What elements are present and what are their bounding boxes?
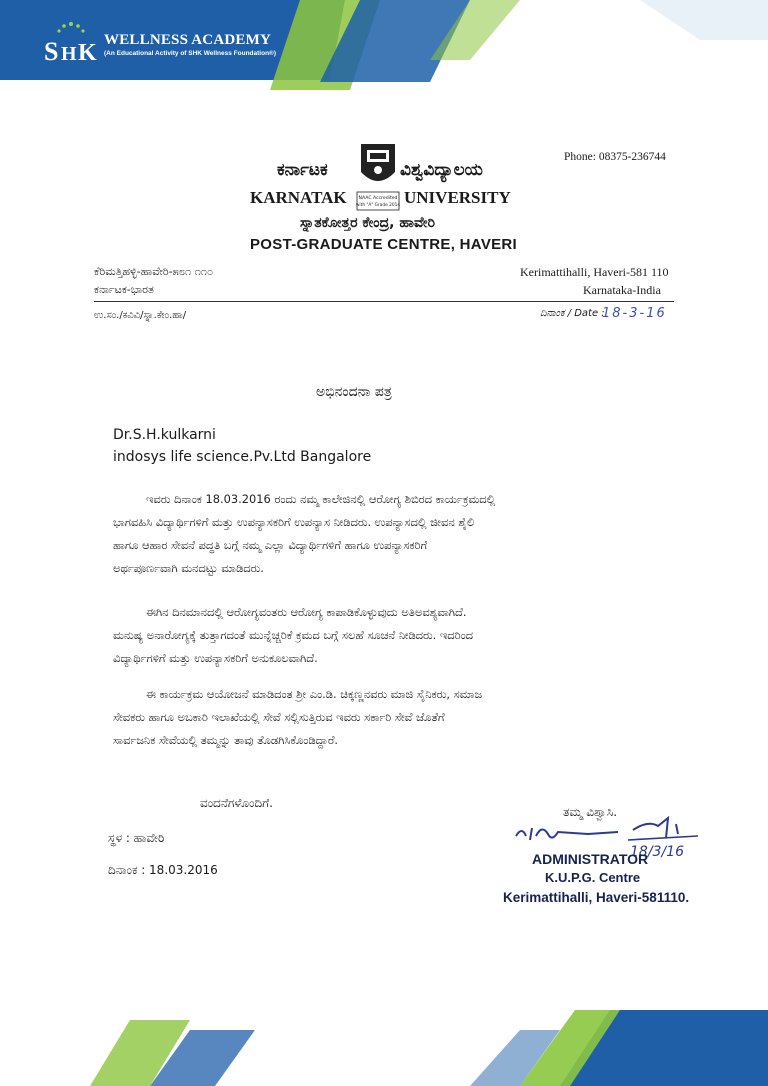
stamp-centre: K.U.P.G. Centre [545, 870, 641, 885]
date-line: ದಿನಾಂಕ : 18.03.2016 [108, 863, 218, 877]
paragraph-line: ಸೇವಕರು ಹಾಗೂ ಅಬಕಾರಿ ಇಲಾಖೆಯಲ್ಲಿ ಸೇವೆ ಸಲ್ಲಿಸುತ್ತಿರುವ ಇವರು ಸರ್ಕಾರಿ ಸೇವೆ ಜೊತೆಗೆ [113, 710, 445, 724]
paragraph-line: ಇವರು ದಿನಾಂಕ 18.03.2016 ರಂದು ನಮ್ಮ ಕಾಲೇಜಿನಲ್ಲಿ ಆರೋಗ್ಯ ಶಿಬಿರದ ಕಾರ್ಯಕ್ರಮದಲ್ಲಿ [146, 492, 496, 506]
university-name-english-right: UNIVERSITY [404, 188, 511, 207]
svg-text:NAAC Accredited: NAAC Accredited [358, 196, 398, 201]
university-name-english-left: KARNATAK [250, 188, 347, 207]
svg-text:H: H [61, 43, 77, 65]
address-kannada-line1: ಕೆರಿಮತ್ತಿಹಳ್ಳಿ-ಹಾವೇರಿ-೫೮೧ ೧೧೦ [94, 265, 214, 278]
closing-salutation: ವಂದನೆಗಳೊಂದಿಗೆ. [200, 796, 273, 810]
body-paragraph-2 [113, 601, 673, 670]
body-paragraph-3 [113, 683, 673, 752]
stamp-administrator: ADMINISTRATOR [532, 851, 649, 867]
address-english-line2: Karnataka-India [583, 283, 661, 297]
university-name-kannada-right: ವಿಶ್ವವಿದ್ಯಾಲಯ [400, 160, 483, 180]
reference-number: ಉ.ಸಂ./ಕವಿವಿ/ಸ್ನಾ.ಕೇಂ.ಹಾ/ [94, 310, 187, 321]
paragraph-line: ಮನುಷ್ಯ ಅನಾರೋಗ್ಯಕ್ಕೆ ತುತ್ತಾಗದಂತೆ ಮುನ್ನೆಚ್ಚರಿಕೆ ಕ್ರಮದ ಬಗ್ಗೆ ಸಲಹೆ ಸೂಚನೆ ನೀಡಿದರು. ಇದರಿಂದ [113, 628, 474, 642]
address-kannada-line2: ಕರ್ನಾಟಕ-ಭಾರತ [94, 283, 154, 296]
body-paragraph-1 [113, 488, 673, 580]
brand-title: WELLNESS ACADEMY [104, 32, 271, 48]
svg-text:K: K [78, 40, 97, 66]
paragraph-line: ವಿದ್ಯಾರ್ಥಿಗಳಿಗೆ ಮತ್ತು ಉಪನ್ಯಾಸಕರಿಗೆ ಅನುಕೂಲವಾಗಿದೆ. [113, 651, 318, 665]
recipient-organization: indosys life science.Pv.Ltd Bangalore [113, 449, 372, 465]
handwritten-date: 18-3-16 [602, 306, 667, 321]
place-line: ಸ್ಥಳ : ಹಾವೇರಿ [108, 831, 165, 845]
centre-name-kannada: ಸ್ನಾತಕೋತ್ತರ ಕೇಂದ್ರ, ಹಾವೇರಿ [300, 215, 435, 231]
yours-faithfully: ತಮ್ಮ ವಿಶ್ವಾಸಿ. [563, 805, 618, 819]
paragraph-line: ಹಾಗೂ ಆಹಾರ ಸೇವನೆ ಪದ್ಧತಿ ಬಗ್ಗೆ ನಮ್ಮ ಎಲ್ಲಾ ವಿದ್ಯಾರ್ಥಿಗಳಿಗೆ ಹಾಗೂ ಉಪನ್ಯಾಸಕರಿಗೆ [113, 538, 428, 552]
university-name-kannada-left: ಕರ್ನಾಟಕ [277, 160, 328, 180]
signature-date: 18/3/16 [630, 844, 684, 860]
paragraph-line: ಅರ್ಥಪೂರ್ಣವಾಗಿ ಮನದಟ್ಟು ಮಾಡಿದರು. [113, 561, 264, 575]
letter-subject: ಅಭಿನಂದನಾ ಪತ್ರ [316, 384, 392, 400]
stamp-address: Kerimattihalli, Haveri-581110. [503, 890, 690, 905]
brand-subtitle: (An Educational Activity of SHK Wellness Foundation®) [104, 50, 276, 57]
header-divider [94, 301, 674, 302]
svg-text:with "A" Grade 2014: with "A" Grade 2014 [355, 203, 401, 208]
paragraph-line: ಭಾಗವಹಿಸಿ ವಿದ್ಯಾರ್ಥಿಗಳಿಗೆ ಮತ್ತು ಉಪನ್ಯಾಸಕರಿಗೆ ಉಪನ್ಯಾಸ ನೀಡಿದರು. ಉಪನ್ಯಾಸದಲ್ಲಿ ಜೀವನ ಶೈಲಿ [113, 515, 475, 529]
paragraph-line: ಈಗಿನ ದಿನಮಾನದಲ್ಲಿ ಆರೋಗ್ಯವಂತರು ಆರೋಗ್ಯ ಕಾಪಾಡಿಕೊಳ್ಳುವುದು ಅತಿಅವಶ್ಯವಾಗಿದೆ. [146, 605, 467, 619]
paragraph-line: ಸಾರ್ವಜನಿಕ ಸೇವೆಯಲ್ಲಿ ತಮ್ಮನ್ನು ತಾವು ತೊಡಗಿಸಿಕೊಂಡಿದ್ದಾರೆ. [113, 733, 339, 747]
svg-text:S: S [44, 37, 59, 66]
shk-logo-icon [40, 18, 102, 68]
paragraph-line: ಈ ಕಾರ್ಯಕ್ರಮ ಆಯೋಜನೆ ಮಾಡಿದಂತ ಶ್ರೀ ಎಂ.ಡಿ. ಚಿಕ್ಕಣ್ಣನವರು ಮಾಜಿ ಸೈನಿಕರು, ಸಮಾಜ [146, 687, 483, 701]
phone-number: Phone: 08375-236744 [564, 151, 666, 163]
university-seal-icon [355, 140, 401, 212]
address-english-line1: Kerimattihalli, Haveri-581 110 [520, 265, 669, 279]
centre-name-english: POST-GRADUATE CENTRE, HAVERI [250, 236, 518, 253]
date-label: ದಿನಾಂಕ / Date : [540, 308, 605, 319]
footer-banner [0, 1010, 768, 1086]
recipient-name: Dr.S.H.kulkarni [113, 427, 216, 443]
